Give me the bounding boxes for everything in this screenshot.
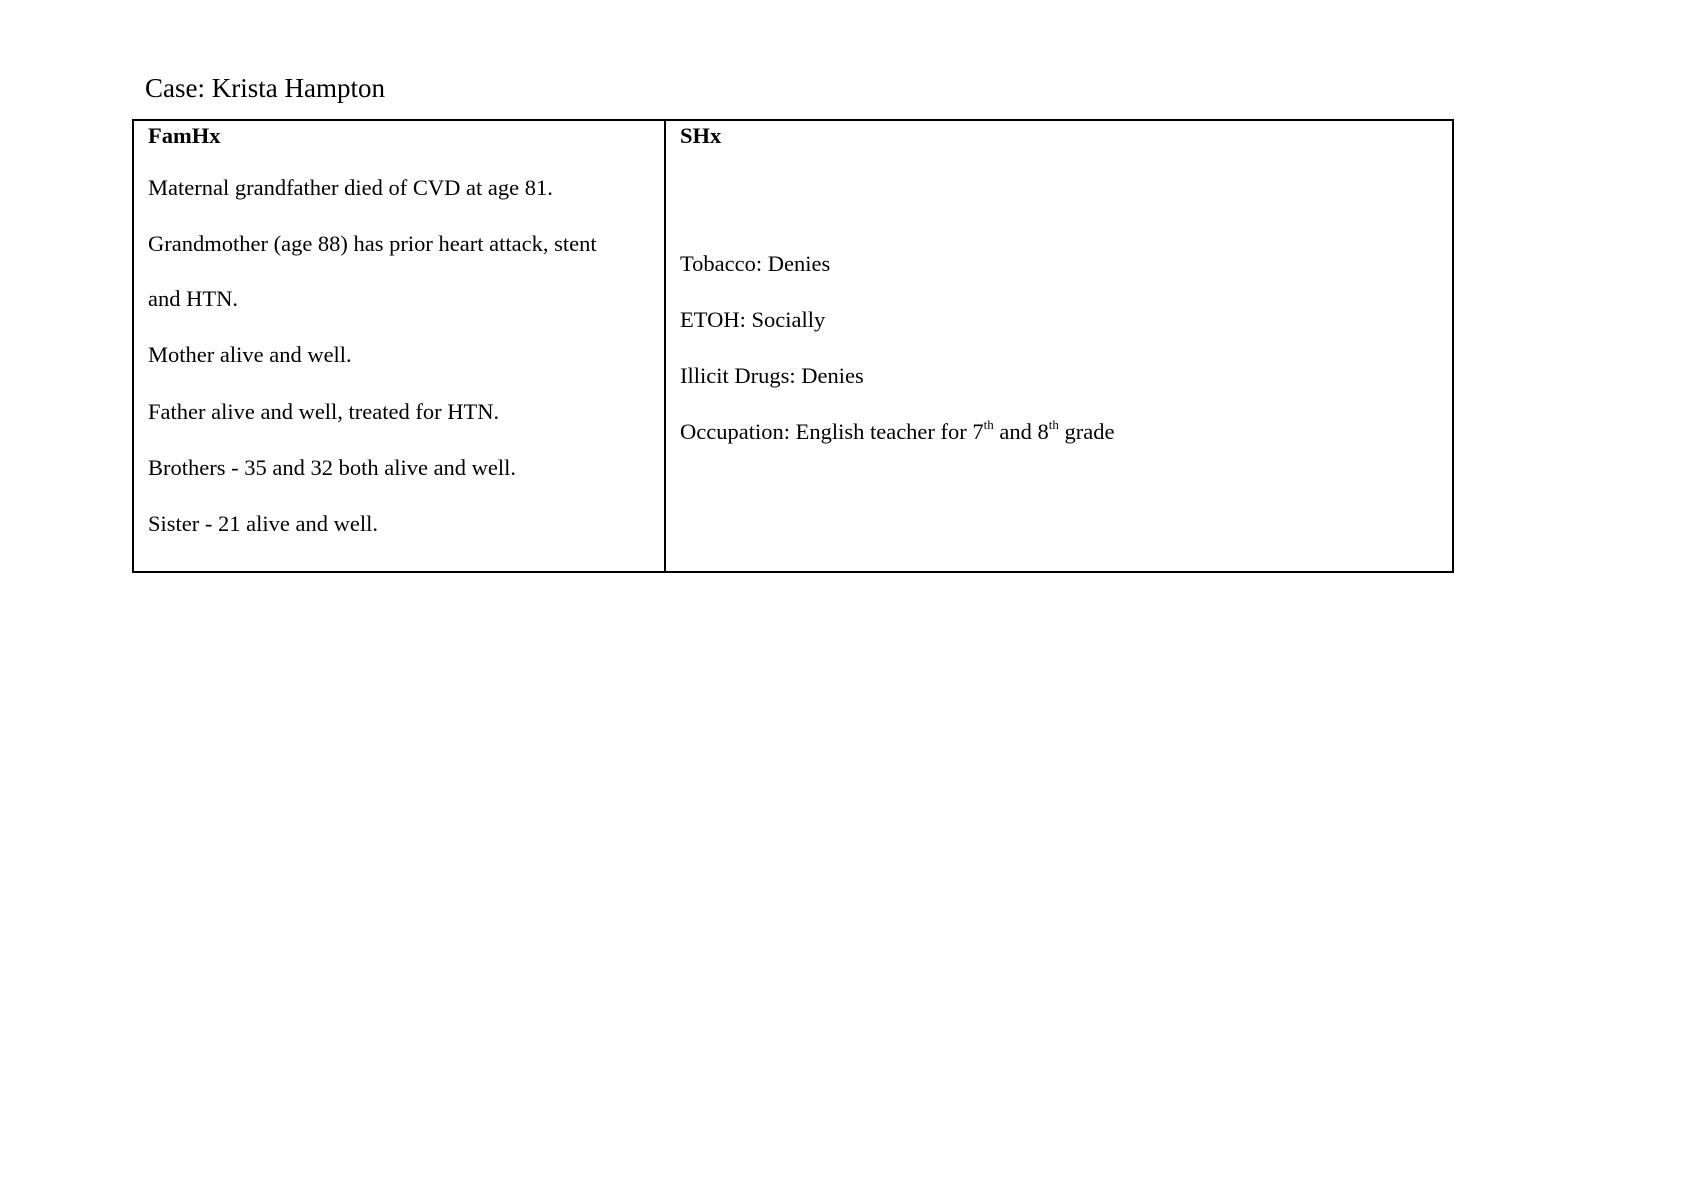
family-history-line: Mother alive and well.: [148, 342, 352, 367]
ordinal-suffix: th: [983, 416, 994, 432]
social-history-cell: [665, 120, 1453, 572]
social-history-heading: SHx: [680, 123, 722, 148]
history-table: [132, 119, 1454, 573]
occupation-prefix: Occupation: English teacher for 7: [680, 419, 984, 444]
ordinal-suffix: th: [1048, 416, 1059, 432]
illicit-drugs-line: Illicit Drugs: Denies: [680, 363, 864, 388]
family-history-line: Sister - 21 alive and well.: [148, 511, 378, 536]
family-history-line: Grandmother (age 88) has prior heart attack, stent: [148, 231, 597, 256]
family-history-line: Father alive and well, treated for HTN.: [148, 399, 500, 424]
page-title: Case: Krista Hampton: [145, 73, 385, 103]
family-history-line: Maternal grandfather died of CVD at age 81.: [148, 175, 553, 200]
family-history-line: Brothers - 35 and 32 both alive and well.: [148, 455, 517, 480]
occupation-line: [680, 417, 1114, 447]
etoh-line: ETOH: Socially: [680, 307, 826, 332]
occupation-suffix: grade: [1058, 419, 1115, 444]
family-history-line: and HTN.: [148, 286, 238, 311]
history-row: [133, 120, 1453, 572]
occupation-middle: and 8: [993, 419, 1049, 444]
tobacco-line: Tobacco: Denies: [680, 251, 831, 276]
family-history-heading: FamHx: [148, 123, 221, 148]
family-history-cell: [133, 120, 665, 572]
